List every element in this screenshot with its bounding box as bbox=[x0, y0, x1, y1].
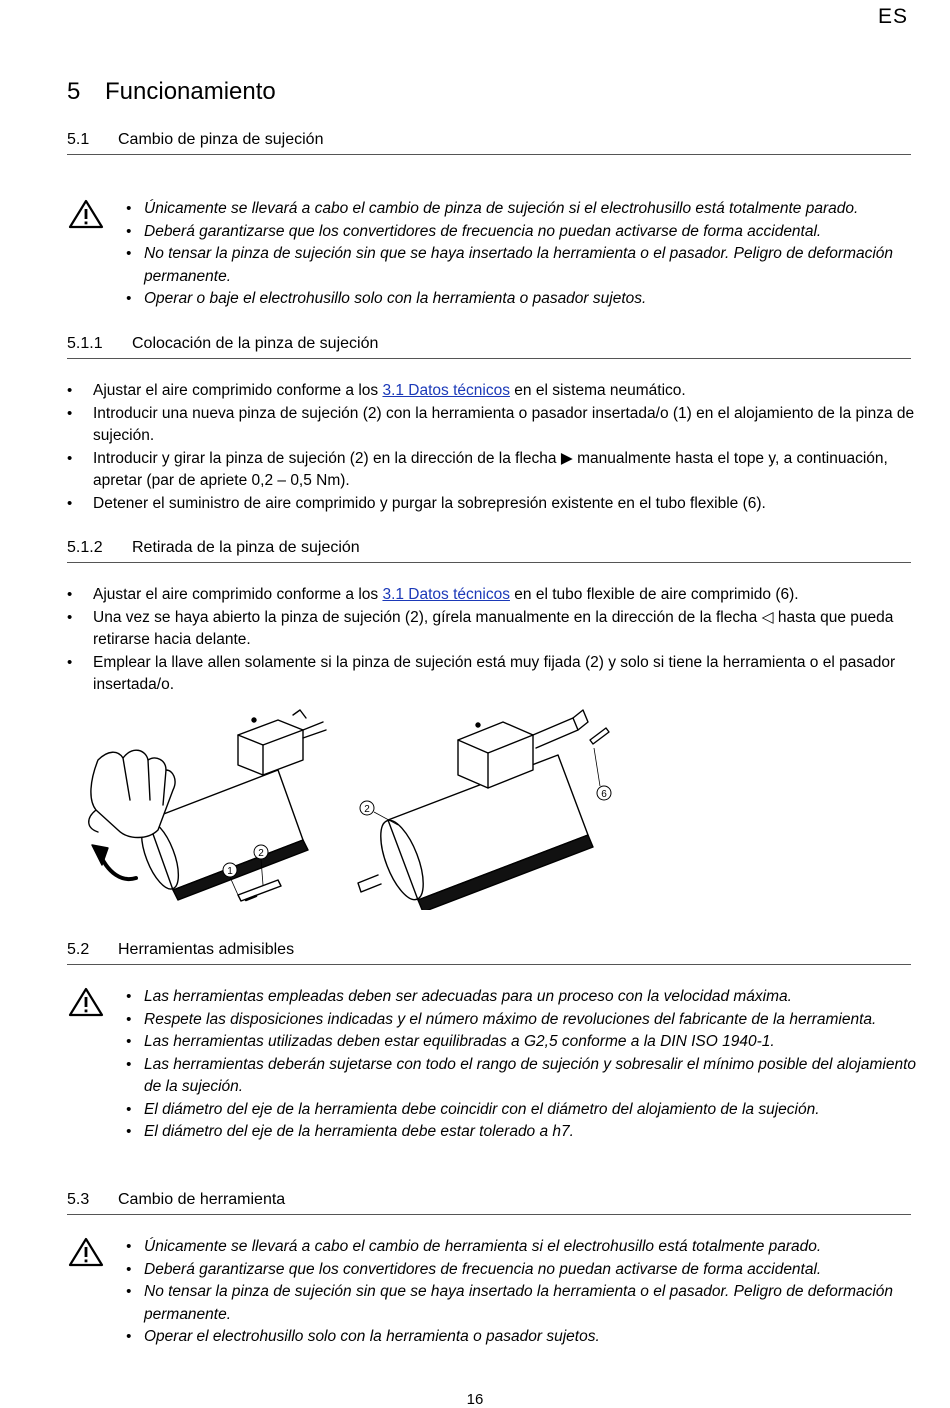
list-item bbox=[67, 584, 917, 607]
steps-5-1-1 bbox=[67, 380, 917, 515]
callout-2: 2 bbox=[258, 848, 264, 859]
section-title: Retirada de la pinza de sujeción bbox=[132, 539, 360, 556]
list-item: • El diámetro del eje de la herramienta debe estar tolerado a h7. bbox=[126, 1121, 916, 1144]
section-heading-5-1 bbox=[67, 129, 911, 155]
chapter-heading bbox=[67, 78, 276, 106]
callout-1: 1 bbox=[227, 866, 233, 877]
list-item bbox=[67, 448, 917, 493]
warning-icon bbox=[68, 1237, 104, 1267]
warning-list-5-1 bbox=[126, 198, 916, 311]
section-heading-5-3 bbox=[67, 1189, 911, 1215]
list-item: • Las herramientas deberán sujetarse con todo el rango de sujeción y sobresalir el mínimo posible del alojamiento de la sujeción. bbox=[126, 1054, 916, 1099]
warning-list-5-3 bbox=[126, 1236, 916, 1349]
language-code: ES bbox=[877, 5, 908, 28]
section-title: Herramientas admisibles bbox=[118, 941, 295, 958]
callout-6: 6 bbox=[601, 789, 607, 800]
text: en el tubo flexible de aire comprimido (6). bbox=[509, 586, 799, 603]
spindle-illustration bbox=[78, 700, 638, 910]
list-item: • Respete las disposiciones indicadas y el número máximo de revoluciones del fabricante de la herramienta. bbox=[126, 1009, 916, 1032]
list-item: • Las herramientas utilizadas deben estar equilibradas a G2,5 conforme a la DIN ISO 1940-1. bbox=[126, 1031, 916, 1054]
section-number: 5.1.1 bbox=[67, 335, 103, 352]
list-item: • No tensar la pinza de sujeción sin que se haya insertado la herramienta o el pasador. Peligro de deformación permanente. bbox=[126, 1281, 916, 1326]
text: manualmente hasta el tope y, a continuación, apretar (par de apriete 0,2 – 0,5 Nm). bbox=[93, 449, 888, 489]
tech-data-link[interactable]: 3.1 Datos técnicos bbox=[382, 586, 510, 603]
warning-list-5-2 bbox=[126, 986, 916, 1144]
section-title: Cambio de pinza de sujeción bbox=[118, 131, 324, 148]
warning-icon bbox=[68, 199, 104, 229]
text: hasta que pueda retirarse hacia delante. bbox=[93, 608, 894, 648]
list-item: • Operar el electrohusillo solo con la herramienta o pasador sujetos. bbox=[126, 1326, 916, 1349]
text: Ajustar el aire comprimido conforme a los bbox=[93, 382, 383, 399]
list-item: • Deberá garantizarse que los convertidores de frecuencia no puedan activarse de forma accidental. bbox=[126, 1259, 916, 1282]
page-number: 16 bbox=[466, 1391, 484, 1408]
section-title: Colocación de la pinza de sujeción bbox=[132, 335, 379, 352]
list-item bbox=[67, 607, 917, 652]
section-number: 5.1.2 bbox=[67, 539, 103, 556]
chapter-number: 5 bbox=[67, 78, 81, 105]
arrow-left-icon: ◁ bbox=[761, 608, 774, 626]
list-item: • Introducir una nueva pinza de sujeción (2) con la herramienta o pasador insertada/o (1) en el alojamiento de la pinza de sujeción. bbox=[67, 403, 917, 448]
list-item: • Únicamente se llevará a cabo el cambio de herramienta si el electrohusillo está totalmente parado. bbox=[126, 1236, 916, 1259]
steps-5-1-2 bbox=[67, 584, 917, 697]
list-item: • Detener el suministro de aire comprimido y purgar la sobrepresión existente en el tubo flexible (6). bbox=[67, 493, 917, 516]
callout-2: 2 bbox=[364, 804, 370, 815]
warning-icon bbox=[68, 987, 104, 1017]
arrow-right-icon: ▶ bbox=[560, 449, 573, 467]
list-item: • Únicamente se llevará a cabo el cambio de pinza de sujeción si el electrohusillo está totalmente parado. bbox=[126, 198, 916, 221]
tech-data-link[interactable]: 3.1 Datos técnicos bbox=[382, 382, 510, 399]
list-item: • No tensar la pinza de sujeción sin que se haya insertado la herramienta o el pasador. Peligro de deformación permanente. bbox=[126, 243, 916, 288]
section-heading-5-1-1 bbox=[67, 333, 911, 359]
list-item: • Operar o baje el electrohusillo solo con la herramienta o pasador sujetos. bbox=[126, 288, 916, 311]
text: Ajustar el aire comprimido conforme a los bbox=[93, 586, 383, 603]
list-item: • Deberá garantizarse que los convertidores de frecuencia no puedan activarse de forma accidental. bbox=[126, 221, 916, 244]
text: en el sistema neumático. bbox=[509, 382, 686, 399]
text: Introducir y girar la pinza de sujeción (2) en la dirección de la flecha bbox=[93, 449, 561, 467]
section-number: 5.2 bbox=[67, 941, 90, 958]
text: Una vez se haya abierto la pinza de sujeción (2), gírela manualmente en la dirección de la flecha bbox=[93, 608, 762, 626]
list-item: • El diámetro del eje de la herramienta debe coincidir con el diámetro del alojamiento de la sujeción. bbox=[126, 1099, 916, 1122]
list-item: • Emplear la llave allen solamente si la pinza de sujeción está muy fijada (2) y solo si tiene la herramienta o el pasador insertada/o. bbox=[67, 652, 917, 697]
section-title: Cambio de herramienta bbox=[118, 1191, 286, 1208]
list-item bbox=[67, 380, 917, 403]
section-number: 5.3 bbox=[67, 1191, 90, 1208]
chapter-title: Funcionamiento bbox=[105, 78, 276, 105]
section-heading-5-2 bbox=[67, 939, 911, 965]
section-heading-5-1-2 bbox=[67, 537, 911, 563]
section-number: 5.1 bbox=[67, 131, 90, 148]
list-item: • Las herramientas empleadas deben ser adecuadas para un proceso con la velocidad máxima. bbox=[126, 986, 916, 1009]
